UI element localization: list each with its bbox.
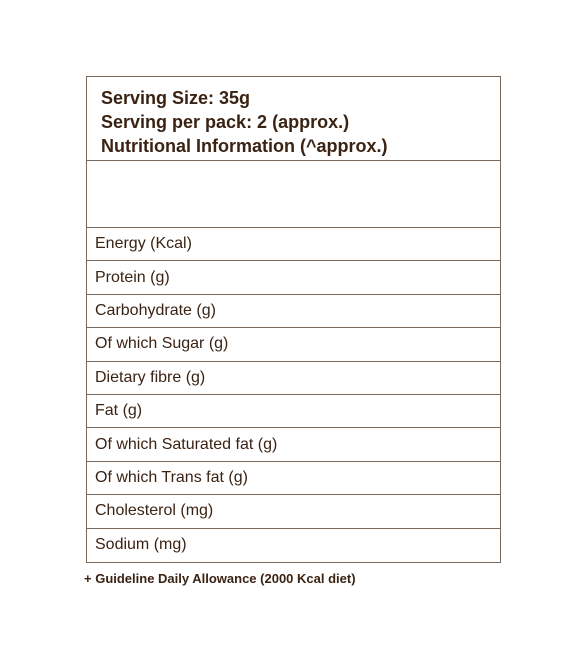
table-header xyxy=(87,77,500,161)
servings-per-pack: Serving per pack: 2 (approx.) xyxy=(101,112,350,132)
nutritional-information-heading: Nutritional Information (^approx.) xyxy=(101,136,388,156)
nutrient-row-fat: Fat (g) xyxy=(87,395,500,428)
nutrition-table xyxy=(86,76,501,563)
nutrient-row-carbohydrate: Carbohydrate (g) xyxy=(87,295,500,328)
footnote: + Guideline Daily Allowance (2000 Kcal diet) xyxy=(84,571,356,586)
nutrient-row-cholesterol: Cholesterol (mg) xyxy=(87,495,500,528)
nutrient-row-dietary-fibre: Dietary fibre (g) xyxy=(87,362,500,395)
nutrient-row-trans-fat: Of which Trans fat (g) xyxy=(87,462,500,495)
nutrient-row-sodium: Sodium (mg) xyxy=(95,536,187,554)
nutrient-row-protein: Protein (g) xyxy=(87,261,500,294)
nutrient-row-saturated-fat: Of which Saturated fat (g) xyxy=(87,428,500,461)
blank-row xyxy=(87,161,500,228)
nutrient-row-sugar: Of which Sugar (g) xyxy=(87,328,500,361)
nutrient-row-energy: Energy (Kcal) xyxy=(87,228,500,261)
serving-size: Serving Size: 35g xyxy=(101,88,251,108)
